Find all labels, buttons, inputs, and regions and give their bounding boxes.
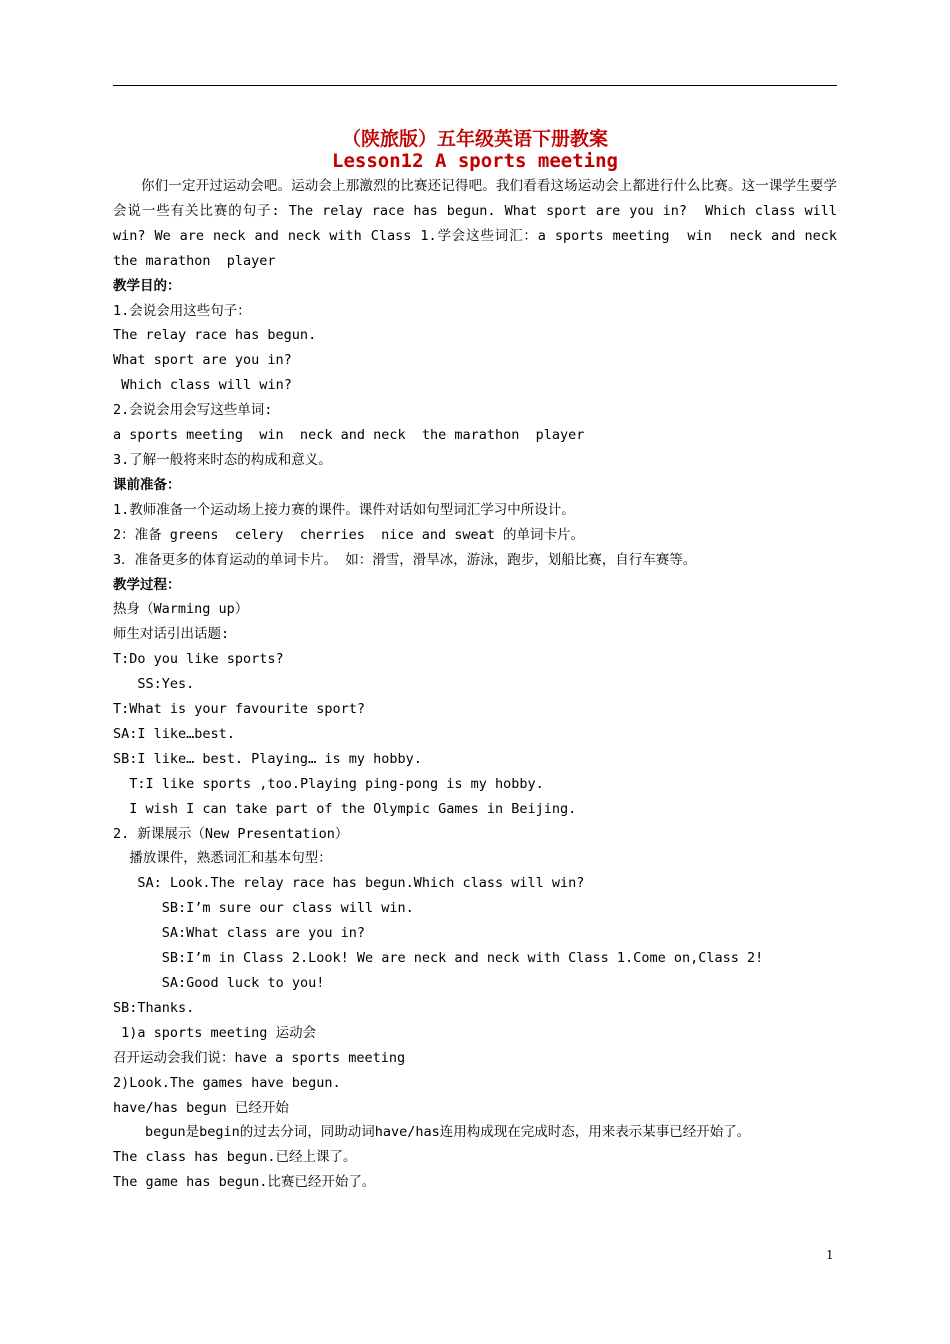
- explanation-paragraph: begun是begin的过去分词，同助动词have/has连用构成现在完成时态，用来表示某事已经开始了。: [145, 1124, 751, 1141]
- dialogue-line: SA: Look.The relay race has begun.Which class will win?: [113, 875, 585, 892]
- text-line: 1.教师准备一个运动场上接力赛的课件。课件对话如句型词汇学习中所设计。: [113, 501, 575, 518]
- dialogue-line: SA:I like…best.: [113, 725, 235, 742]
- text-line: 2：准备 greens celery cherries nice and sweat 的单词卡片。: [113, 526, 584, 543]
- text-line: 召开运动会我们说：have a sports meeting: [113, 1049, 406, 1066]
- text-line: 热身（Warming up）: [113, 601, 249, 618]
- text-line: 2)Look.The games have begun.: [113, 1074, 341, 1091]
- section-heading-preparation: 课前准备：: [113, 476, 181, 493]
- text-line: Which class will win?: [113, 377, 292, 394]
- dialogue-line: SS:Yes.: [113, 676, 195, 693]
- lesson-title: Lesson12 A sports meeting: [332, 150, 618, 172]
- text-line: The relay race has begun.: [113, 327, 317, 344]
- text-line: 3．准备更多的体育运动的单词卡片。 如：滑雪，滑旱冰，游泳，跑步，划船比赛，自行车赛等。: [113, 551, 697, 568]
- dialogue-line: T:Do you like sports?: [113, 651, 284, 668]
- text-line: 2.会说会用会写这些单词:: [113, 402, 273, 419]
- page-number: 1: [826, 1248, 834, 1262]
- text-line: 1.会说会用这些句子：: [113, 302, 251, 319]
- dialogue-line: SA:What class are you in?: [113, 925, 365, 942]
- dialogue-line: SA:Good luck to you!: [113, 975, 325, 991]
- text-line: 2. 新课展示（New Presentation）: [113, 825, 349, 842]
- text-line: 3.了解一般将来时态的构成和意义。: [113, 451, 332, 468]
- doc-title: （陕旅版）五年级英语下册教案: [341, 128, 608, 150]
- text-line: The game has begun.比赛已经开始了。: [113, 1174, 376, 1191]
- dialogue-line: SB:I’m sure our class will win.: [113, 900, 414, 917]
- document-body: [113, 174, 854, 1195]
- section-heading-objectives: 教学目的：: [113, 277, 181, 294]
- text-line: 1)a sports meeting 运动会: [113, 1024, 317, 1041]
- text-line: have/has begun 已经开始: [113, 1099, 289, 1116]
- dialogue-line: I wish I can take part of the Olympic Games in Beijing.: [113, 800, 577, 817]
- section-heading-process: 教学过程：: [113, 576, 181, 593]
- dialogue-line: SB:I like… best. Playing… is my hobby.: [113, 750, 422, 767]
- intro-paragraph: 你们一定开过运动会吧。运动会上那激烈的比赛还记得吧。我们看看这场运动会上都进行什么比赛。这一课学生要学会说一些有关比赛的句子: The relay race has begun. What sport are you in? Which class will win? We are neck and neck with Class 1.学会这些词汇：a sports meeting win neck and neck the marathon player: [113, 178, 854, 269]
- text-line: a sports meeting win neck and neck the marathon player: [113, 427, 585, 444]
- dialogue-line: T:What is your favourite sport?: [113, 701, 365, 718]
- text-line: 师生对话引出话题:: [113, 626, 230, 643]
- dialogue-line: SB:Thanks.: [113, 999, 195, 1016]
- text-line: 播放课件，熟悉词汇和基本句型：: [113, 850, 332, 867]
- text-line: What sport are you in?: [113, 352, 292, 369]
- dialogue-line: T:I like sports ,too.Playing ping-pong is my hobby.: [113, 775, 544, 792]
- dialogue-line: SB:I’m in Class 2.Look! We are neck and neck with Class 1.Come on,Class 2!: [113, 950, 764, 967]
- text-line: The class has begun.已经上课了。: [113, 1149, 357, 1166]
- header-rule: [113, 85, 837, 86]
